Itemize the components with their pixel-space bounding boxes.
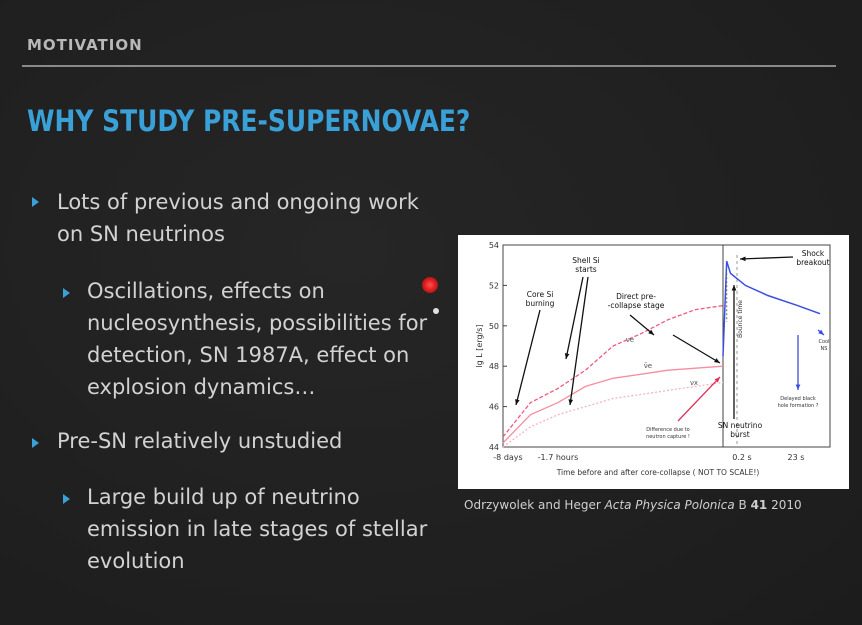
y-tick-label: 46 xyxy=(488,402,499,412)
series-line xyxy=(503,366,723,443)
bullet-text: evolution xyxy=(87,549,185,573)
chart-svg xyxy=(458,235,849,489)
y-axis-label: lg L [erg/s] xyxy=(475,324,484,368)
slide-title: WHY STUDY PRE-SUPERNOVAE? xyxy=(27,104,471,138)
y-tick-label: 48 xyxy=(488,362,499,372)
bullet-arrow-icon xyxy=(32,438,39,448)
annotation-shock: breakout xyxy=(796,258,830,267)
x-tick-label: -1.7 hours xyxy=(537,453,579,462)
caption-journal: Acta Physica Polonica xyxy=(604,498,735,512)
annotation-sn: burst xyxy=(730,430,750,439)
annotation-cool-ns: NS xyxy=(820,346,828,352)
bullet-text: Large build up of neutrino xyxy=(87,485,360,509)
y-tick-label: 54 xyxy=(488,241,499,250)
annotation-shock: Shock xyxy=(801,249,825,258)
bullet-text: Pre-SN relatively unstudied xyxy=(57,429,343,453)
annotation-difference: Difference due to xyxy=(646,427,690,433)
mouse-pointer-icon xyxy=(433,308,439,314)
bullet-text: detection, SN 1987A, effect on xyxy=(87,343,410,367)
annotation-cool-ns: Cool xyxy=(818,339,830,345)
annotation-difference: neutron capture ! xyxy=(646,434,690,440)
bullet-arrow-icon xyxy=(63,288,70,298)
annotation-core-si: burning xyxy=(525,299,555,308)
bullet-arrow-icon xyxy=(63,494,70,504)
annotation-core-si: Core Si xyxy=(526,290,554,299)
annotation-delayed: hole formation ? xyxy=(777,403,819,409)
y-tick-label: 52 xyxy=(488,281,499,291)
arrow-core-si xyxy=(516,310,540,405)
arrow-shock-head xyxy=(740,256,746,261)
x-axis-label: Time before and after core-collapse ( NOT TO SCALE!) xyxy=(556,468,760,477)
label-nuebar: ν̄e xyxy=(643,362,653,370)
chart-figure xyxy=(458,235,849,489)
x-tick-label: 23 s xyxy=(787,453,805,462)
caption-volume: 41 xyxy=(750,498,768,512)
bullet-text: nucleosynthesis, possibilities for xyxy=(87,311,428,335)
header-divider xyxy=(22,65,836,67)
arrow-direct-b xyxy=(673,335,720,363)
bullet-text: Lots of previous and ongoing work xyxy=(57,190,419,214)
x-tick-label: 0.2 s xyxy=(732,453,752,462)
bullet-text: on SN neutrinos xyxy=(57,222,225,246)
caption-year: 2010 xyxy=(767,498,802,512)
caption-authors: Odrzywolek and Heger xyxy=(464,498,605,512)
arrow-shock xyxy=(740,257,793,259)
arrow-delayed-head xyxy=(796,384,801,390)
section-label: MOTIVATION xyxy=(27,36,143,54)
bullet-text: explosion dynamics… xyxy=(87,375,316,399)
label-nux: νx xyxy=(689,379,699,387)
annotation-bounce: Bounce time xyxy=(737,300,744,338)
label-nue: νe xyxy=(625,336,635,344)
annotation-direct: Direct pre- xyxy=(616,292,656,301)
bullet-text: emission in late stages of stellar xyxy=(87,517,428,541)
annotation-shell-si: Shell Si xyxy=(572,256,600,265)
y-tick-label: 44 xyxy=(488,443,499,452)
bullet-arrow-icon xyxy=(32,197,39,207)
arrow-sn-head xyxy=(732,285,737,291)
laser-pointer-icon xyxy=(422,277,438,293)
caption-series: B xyxy=(734,498,751,512)
x-tick-label: -8 days xyxy=(493,453,523,462)
arrow-difference xyxy=(678,377,720,421)
series-line xyxy=(503,382,723,447)
annotation-shell-si: starts xyxy=(575,265,597,274)
figure-caption xyxy=(464,498,802,512)
bullet-text: Oscillations, effects on xyxy=(87,279,325,303)
annotation-sn: SN neutrino xyxy=(717,421,763,430)
y-tick-label: 50 xyxy=(488,321,499,331)
annotation-direct: -collapse stage xyxy=(607,301,665,310)
arrow-shell-si-a xyxy=(566,277,583,359)
annotation-delayed: Delayed black xyxy=(780,396,816,402)
